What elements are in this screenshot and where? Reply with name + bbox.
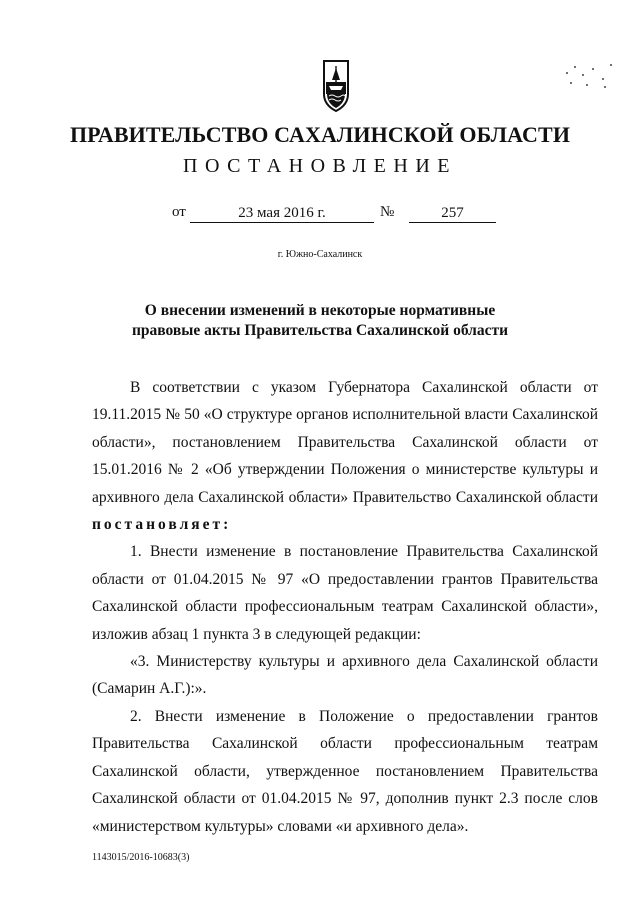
document-subject	[0, 301, 640, 341]
document-number: 257	[409, 204, 496, 223]
item-2-paragraph: 2. Внести изменение в Положение о предоставлении грантов Правительства Сахалинской области профессиональным театрам Сахалинской области, утвержденное постановлением Правительства Сахалинской области от 01.04.2015 № 97, дополнив пункт 2.3 после слов «министерством культуры» словами «и архивного дела».	[92, 707, 598, 835]
from-label: от	[172, 204, 186, 220]
number-label: №	[380, 204, 395, 220]
date-number-line	[0, 204, 640, 226]
scan-artifacts	[564, 62, 614, 90]
subject-line-2: правовые акты Правительства Сахалинской области	[131, 322, 509, 339]
document-date: 23 мая 2016 г.	[190, 204, 374, 223]
government-title: ПРАВИТЕЛЬСТВО САХАЛИНСКОЙ ОБЛАСТИ	[69, 122, 571, 147]
decree-text: постановляет:	[92, 516, 232, 534]
document-code: 1143015/2016-10683(3)	[92, 852, 190, 863]
item-1-paragraph: 1. Внести изменение в постановление Правительства Сахалинской области от 01.04.2015 № 97 «О предоставлении грантов Правительства Сахалинской области профессиональным театрам Сахалинской области», изложив абзац 1 пункта 3 в следующей редакции:	[92, 543, 598, 643]
sakhalin-coat-of-arms-icon	[321, 60, 351, 112]
subject-line-1: О внесении изменений в некоторые нормативные	[144, 302, 496, 319]
quote-paragraph: «3. Министерству культуры и архивного дела Сахалинской области (Самарин А.Г.):».	[92, 653, 598, 698]
document-body	[92, 374, 598, 840]
intro-paragraph: В соответствии с указом Губернатора Сахалинской области от 19.11.2015 № 50 «О структуре органов исполнительной власти Сахалинской области», постановлением Правительства Сахалинской области от 15.01.2016 № 2 «Об утверждении Положения о министерстве культуры и архивного дела Сахалинской области» Правительство Сахалинской области	[92, 379, 598, 506]
decree-word	[92, 511, 598, 538]
document-type: ПОСТАНОВЛЕНИЕ	[183, 155, 457, 177]
city-label: г. Южно-Сахалинск	[277, 249, 363, 260]
